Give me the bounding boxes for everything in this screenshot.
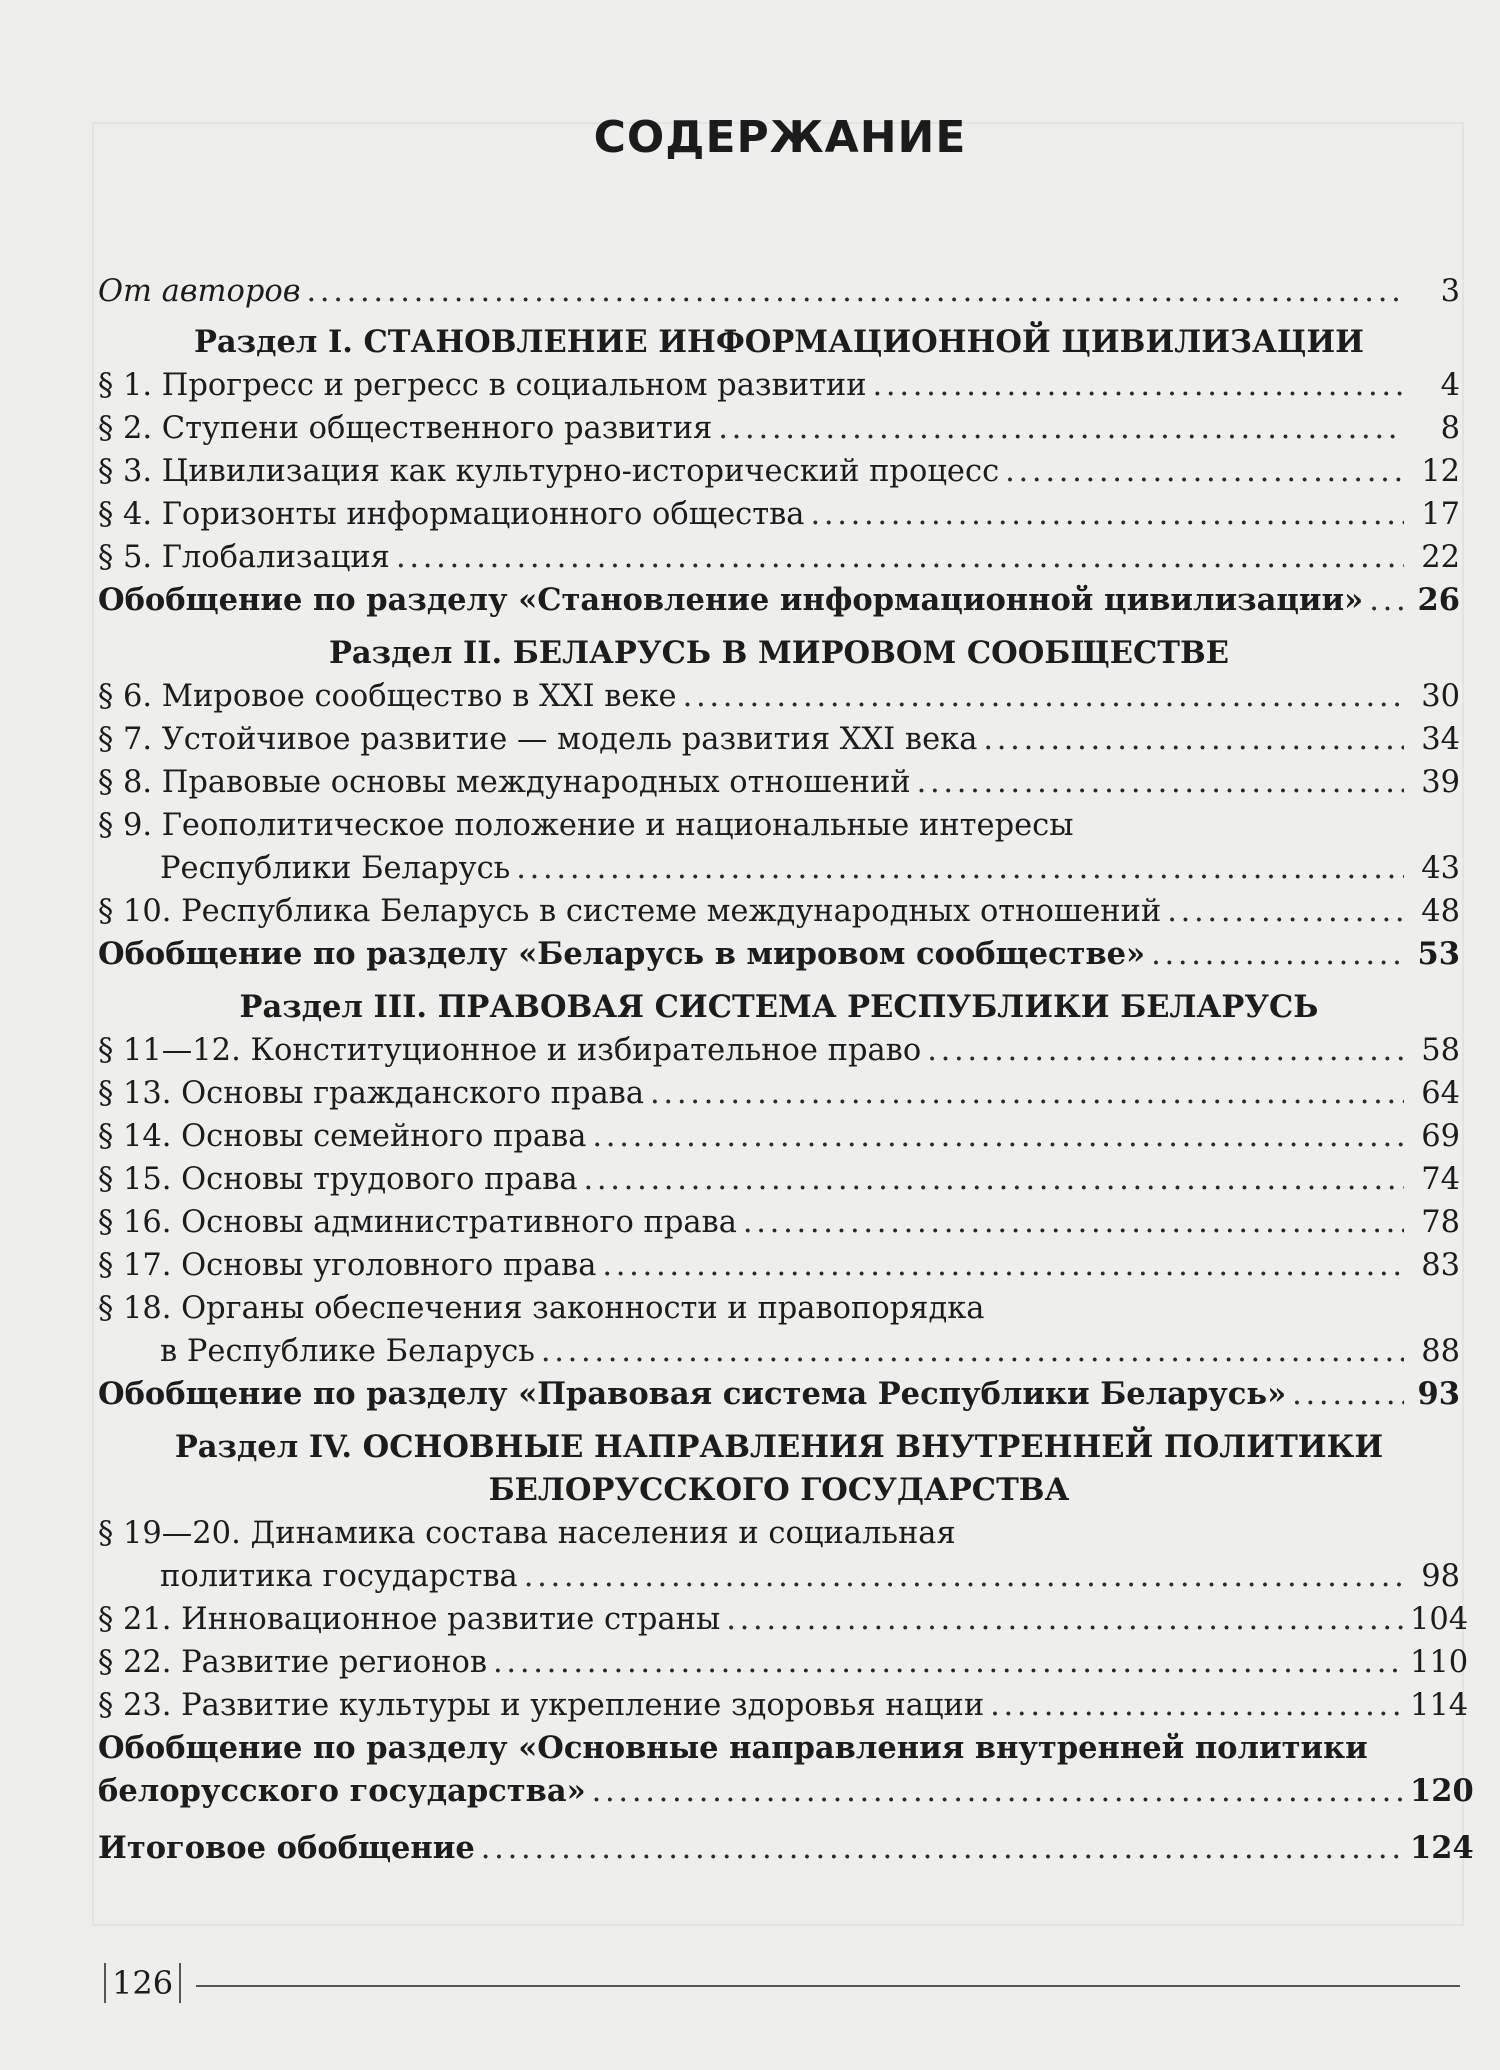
toc-entry-label: § 22. Развитие регионов: [98, 1645, 488, 1680]
toc-entry-label: § 1. Прогресс и регресс в социальном развитии: [98, 368, 867, 403]
toc-entry-continuation[interactable]: [98, 847, 1460, 890]
toc-page-number: 74: [1421, 1162, 1460, 1197]
toc-page-number: 78: [1421, 1205, 1460, 1240]
toc-entry-label: Обобщение по разделу «Становление информационной цивилизации»: [98, 582, 1364, 618]
toc-entry-label: Итоговое обобщение: [98, 1830, 475, 1866]
dot-leader: [718, 407, 1404, 450]
toc-entry-label: § 15. Основы трудового права: [98, 1162, 578, 1197]
toc-entry-label: § 9. Геополитическое положение и национальные интересы: [98, 808, 1074, 843]
toc-entry[interactable]: [98, 1158, 1460, 1201]
toc-entry-label: § 2. Ступени общественного развития: [98, 411, 713, 446]
toc-entry[interactable]: [98, 1641, 1469, 1684]
toc-entry-line1[interactable]: [98, 1512, 1460, 1555]
toc-page-number: 110: [1410, 1645, 1469, 1680]
toc-page-number: 26: [1417, 582, 1460, 618]
toc-entry-label: § 11—12. Конституционное и избирательное право: [98, 1033, 922, 1068]
toc-section-summary-continuation[interactable]: [98, 1770, 1474, 1813]
toc-entry[interactable]: [98, 761, 1460, 804]
toc-section-summary-line1[interactable]: [98, 1727, 1460, 1770]
toc-page-number: 4: [1440, 368, 1460, 403]
toc-entry[interactable]: [98, 1201, 1460, 1244]
toc-entry-continuation[interactable]: [98, 1555, 1460, 1598]
toc-page-number: 3: [1440, 274, 1460, 309]
toc-entry[interactable]: [98, 1598, 1469, 1641]
toc-page-number: 58: [1421, 1033, 1460, 1068]
toc-page-number: 30: [1421, 679, 1460, 714]
dot-leader: [983, 718, 1404, 761]
toc-page-number: 43: [1421, 851, 1460, 886]
toc-entry-label: § 8. Правовые основы международных отношений: [98, 765, 911, 800]
dot-leader: [1167, 890, 1404, 933]
dot-leader: [650, 1072, 1404, 1115]
toc-entry-label: § 4. Горизонты информационного общества: [98, 497, 805, 532]
dot-leader: [1005, 450, 1404, 493]
toc-section-summary[interactable]: [98, 933, 1460, 976]
dot-leader: [592, 1770, 1404, 1813]
toc-page-number: 39: [1421, 765, 1460, 800]
toc-entry[interactable]: [98, 718, 1460, 761]
section-heading: Раздел III. ПРАВОВАЯ СИСТЕМА РЕСПУБЛИКИ БЕЛАРУСЬ: [239, 989, 1319, 1025]
dot-leader: [1292, 1373, 1404, 1416]
toc-entry[interactable]: [98, 1072, 1460, 1115]
dot-leader: [683, 675, 1404, 718]
toc-page-number: 124: [1410, 1830, 1474, 1866]
page-number: 126: [104, 1963, 181, 2003]
toc-entry-final-summary[interactable]: [98, 1827, 1474, 1870]
toc-page-number: 64: [1421, 1076, 1460, 1111]
toc-entry-label: § 14. Основы семейного права: [98, 1119, 587, 1154]
toc-entry-label: § 17. Основы уголовного права: [98, 1248, 597, 1283]
toc-entry-label: Обобщение по разделу «Основные направления внутренней политики: [98, 1730, 1368, 1766]
toc-entry-label: § 21. Инновационное развитие страны: [98, 1602, 721, 1637]
dot-leader: [306, 270, 1404, 313]
toc-page-number: 83: [1421, 1248, 1460, 1283]
toc-entry-label: Обобщение по разделу «Правовая система Республики Беларусь»: [98, 1376, 1287, 1412]
dot-leader: [810, 493, 1404, 536]
toc-entry-label: § 5. Глобализация: [98, 540, 390, 575]
toc-entry-label: белорусского государства»: [98, 1773, 586, 1809]
toc-entry-label: § 10. Республика Беларусь в системе международных отношений: [98, 894, 1162, 929]
section-heading: Раздел I. СТАНОВЛЕНИЕ ИНФОРМАЦИОННОЙ ЦИВИЛИЗАЦИИ: [193, 324, 1364, 360]
toc-page-number: 104: [1410, 1602, 1469, 1637]
dot-leader: [873, 364, 1404, 407]
toc-entry-label: § 16. Основы административного права: [98, 1205, 737, 1240]
toc-entry[interactable]: [98, 1115, 1460, 1158]
toc-entry-label: Республики Беларусь: [160, 851, 511, 886]
toc-page-number: 12: [1421, 454, 1460, 489]
dot-leader: [524, 1555, 1404, 1598]
toc-entry[interactable]: [98, 536, 1460, 579]
toc-entry[interactable]: [98, 1244, 1460, 1287]
toc-entry-label: § 23. Развитие культуры и укрепление здоровья нации: [98, 1688, 985, 1723]
toc-entry[interactable]: [98, 407, 1460, 450]
toc-entry-line1[interactable]: [98, 804, 1460, 847]
section-heading: Раздел II. БЕЛАРУСЬ В МИРОВОМ СООБЩЕСТВЕ: [328, 635, 1230, 671]
toc-entry-intro[interactable]: [98, 270, 1460, 313]
toc-entry[interactable]: [98, 890, 1460, 933]
section-heading: Раздел IV. ОСНОВНЫЕ НАПРАВЛЕНИЯ ВНУТРЕННЕЙ ПОЛИТИКИ: [174, 1429, 1384, 1465]
toc-entry-label: Обобщение по разделу «Беларусь в мировом сообществе»: [98, 936, 1146, 972]
toc-entry[interactable]: [98, 1684, 1469, 1727]
toc-page-number: 98: [1421, 1559, 1460, 1594]
toc-entry[interactable]: [98, 675, 1460, 718]
dot-leader: [602, 1244, 1404, 1287]
toc-entry-label: От авторов: [98, 274, 301, 309]
dot-leader: [927, 1029, 1404, 1072]
dot-leader: [1151, 933, 1404, 976]
toc-page-number: 34: [1421, 722, 1460, 757]
toc-section-summary[interactable]: [98, 579, 1460, 622]
dot-leader: [726, 1598, 1404, 1641]
toc-section-summary[interactable]: [98, 1373, 1460, 1416]
toc-page-number: 69: [1421, 1119, 1460, 1154]
page-title: СОДЕРЖАНИЕ: [593, 112, 967, 163]
toc-page-number: 22: [1421, 540, 1460, 575]
toc-entry-label: § 7. Устойчивое развитие — модель развития XXI века: [98, 722, 978, 757]
section-heading-line2: БЕЛОРУССКОГО ГОСУДАРСТВА: [488, 1472, 1070, 1508]
dot-leader: [516, 847, 1404, 890]
toc-entry-label: § 13. Основы гражданского права: [98, 1076, 645, 1111]
footer-rule: [196, 1985, 1460, 1987]
dot-leader: [584, 1158, 1404, 1201]
toc-entry-label: в Республике Беларусь: [160, 1334, 535, 1369]
toc-page-number: 17: [1421, 497, 1460, 532]
toc-entry-line1[interactable]: [98, 1287, 1460, 1330]
dot-leader: [1369, 579, 1404, 622]
toc-entry-label: § 19—20. Динамика состава населения и социальная: [98, 1516, 956, 1551]
toc-entry-label: § 18. Органы обеспечения законности и правопорядка: [98, 1291, 985, 1326]
toc-page-number: 93: [1417, 1376, 1460, 1412]
dot-leader: [396, 536, 1404, 579]
dot-leader: [481, 1827, 1404, 1870]
dot-leader: [493, 1641, 1404, 1684]
toc-page-number: 48: [1421, 894, 1460, 929]
dot-leader: [743, 1201, 1404, 1244]
dot-leader: [990, 1684, 1404, 1727]
toc-entry[interactable]: [98, 450, 1460, 493]
dot-leader: [541, 1330, 1404, 1373]
toc-page-number: 53: [1417, 936, 1460, 972]
toc-entry[interactable]: [98, 364, 1460, 407]
dot-leader: [592, 1115, 1404, 1158]
toc-entry-label: политика государства: [160, 1559, 518, 1594]
toc-entry-label: § 6. Мировое сообщество в XXI веке: [98, 679, 677, 714]
toc-page-number: 8: [1440, 411, 1460, 446]
toc-entry-label: § 3. Цивилизация как культурно-исторический процесс: [98, 454, 1000, 489]
table-of-contents: [98, 270, 1474, 1870]
toc-page-number: 114: [1410, 1688, 1469, 1723]
toc-page-number: 88: [1421, 1334, 1460, 1369]
toc-entry-continuation[interactable]: [98, 1330, 1460, 1373]
toc-page-number: 120: [1410, 1773, 1474, 1809]
toc-entry[interactable]: [98, 1029, 1460, 1072]
toc-entry[interactable]: [98, 493, 1460, 536]
dot-leader: [917, 761, 1404, 804]
